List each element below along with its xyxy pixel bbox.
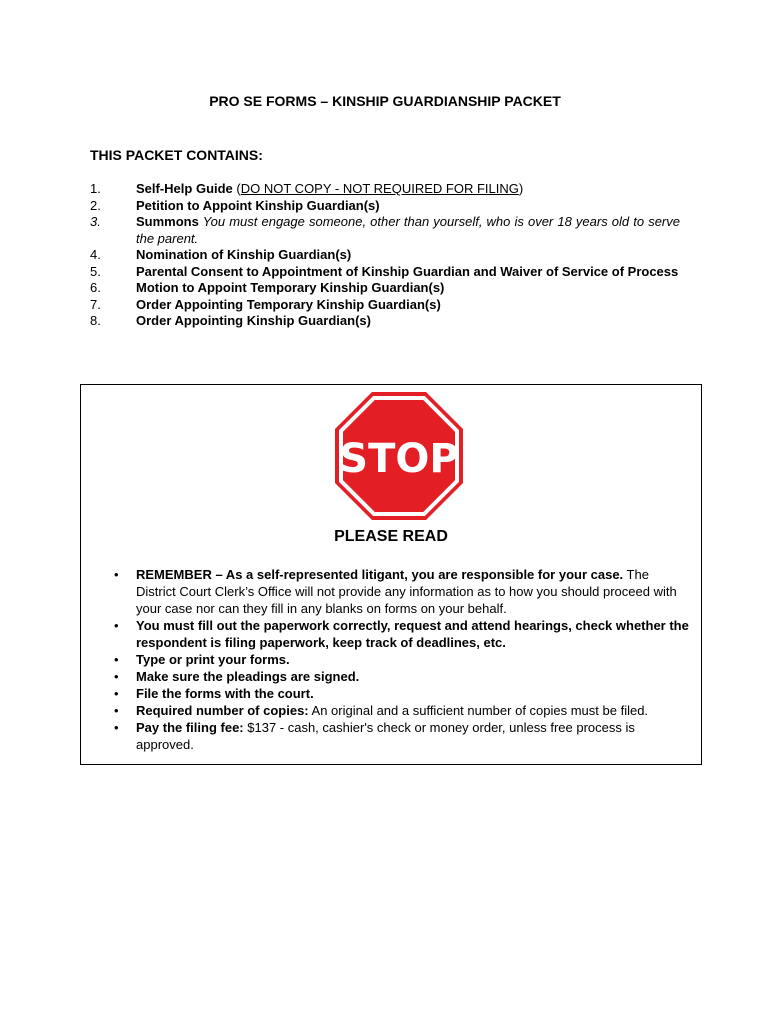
item-title: Order Appointing Temporary Kinship Guardian(s) [136,296,441,312]
stop-sign-text: STOP [339,436,459,482]
item-title: Motion to Appoint Temporary Kinship Guardian(s) [136,280,445,295]
item-title: Nomination of Kinship Guardian(s) [136,247,352,262]
item-number: 7. [90,296,101,312]
item-number: 1. [90,181,101,196]
item-note: DO NOT COPY - NOT REQUIRED FOR FILING [240,181,519,196]
note-bold: Pay the filing fee: [136,720,244,735]
list-item [111,685,689,702]
list-item [111,702,689,719]
item-number: 3. [90,214,101,229]
item-title: Petition to Appoint Kinship Guardian(s) [136,197,380,213]
bullet-icon: • [114,567,119,582]
note-bold: REMEMBER – As a self-represented litigant, you are responsible for your case. [136,567,624,582]
note-text: The District Court Clerk’s Office will not provide any information as to how you should proceed with your case nor can they fill in any blanks on forms on your behalf. [136,567,677,616]
bullet-icon: • [114,669,119,684]
list-item [111,719,689,753]
item-title: Parental Consent to Appointment of Kinship Guardian and Waiver of Service of Process [136,263,679,279]
list-item [90,181,680,198]
list-item [111,566,689,617]
note-bold: Type or print your forms. [136,652,290,667]
please-read-heading: PLEASE READ [334,528,448,545]
list-item [90,198,680,215]
note-text: An original and a sufficient number of copies must be filed. [308,703,649,718]
page-title: PRO SE FORMS – KINSHIP GUARDIANSHIP PACKET [209,93,561,109]
notice-box [80,384,702,765]
item-number: 2. [90,197,101,213]
list-item [90,264,680,281]
item-note: You must engage someone, other than yourself, who is over 18 years old to serve the parent. [136,214,680,246]
item-number: 5. [90,263,101,279]
note-bold: File the forms with the court. [136,686,314,701]
bullet-icon: • [114,652,119,667]
bullet-icon: • [114,720,119,735]
item-number: 8. [90,313,101,328]
list-item [90,214,680,247]
item-number: 6. [90,280,101,295]
bullet-icon: • [114,686,119,701]
item-title: Summons [136,214,199,229]
stop-sign-icon [333,390,465,522]
item-title: Order Appointing Kinship Guardian(s) [136,313,371,328]
list-item [90,313,680,330]
list-item [90,297,680,314]
note-bold: Make sure the pleadings are signed. [136,669,360,684]
item-paren-close: ) [518,181,524,196]
note-text: $137 - cash, cashier's check or money order, unless free process is approved. [136,720,635,752]
list-item [111,617,689,651]
note-bold: You must fill out the paperwork correctly, request and attend hearings, check whether the respondent is filing paperwork, keep track of deadlines, etc. [136,618,689,650]
contents-heading: THIS PACKET CONTAINS: [90,147,263,163]
item-paren-open: ( [232,181,241,196]
list-item [111,668,689,685]
item-number: 4. [90,247,101,262]
notes-list [111,566,689,753]
bullet-icon: • [114,618,119,633]
item-title: Self-Help Guide [136,181,233,196]
contents-list [90,181,680,330]
bullet-icon: • [114,703,119,718]
list-item [90,247,680,264]
list-item [111,651,689,668]
note-bold: Required number of copies: [136,703,309,718]
list-item [90,280,680,297]
